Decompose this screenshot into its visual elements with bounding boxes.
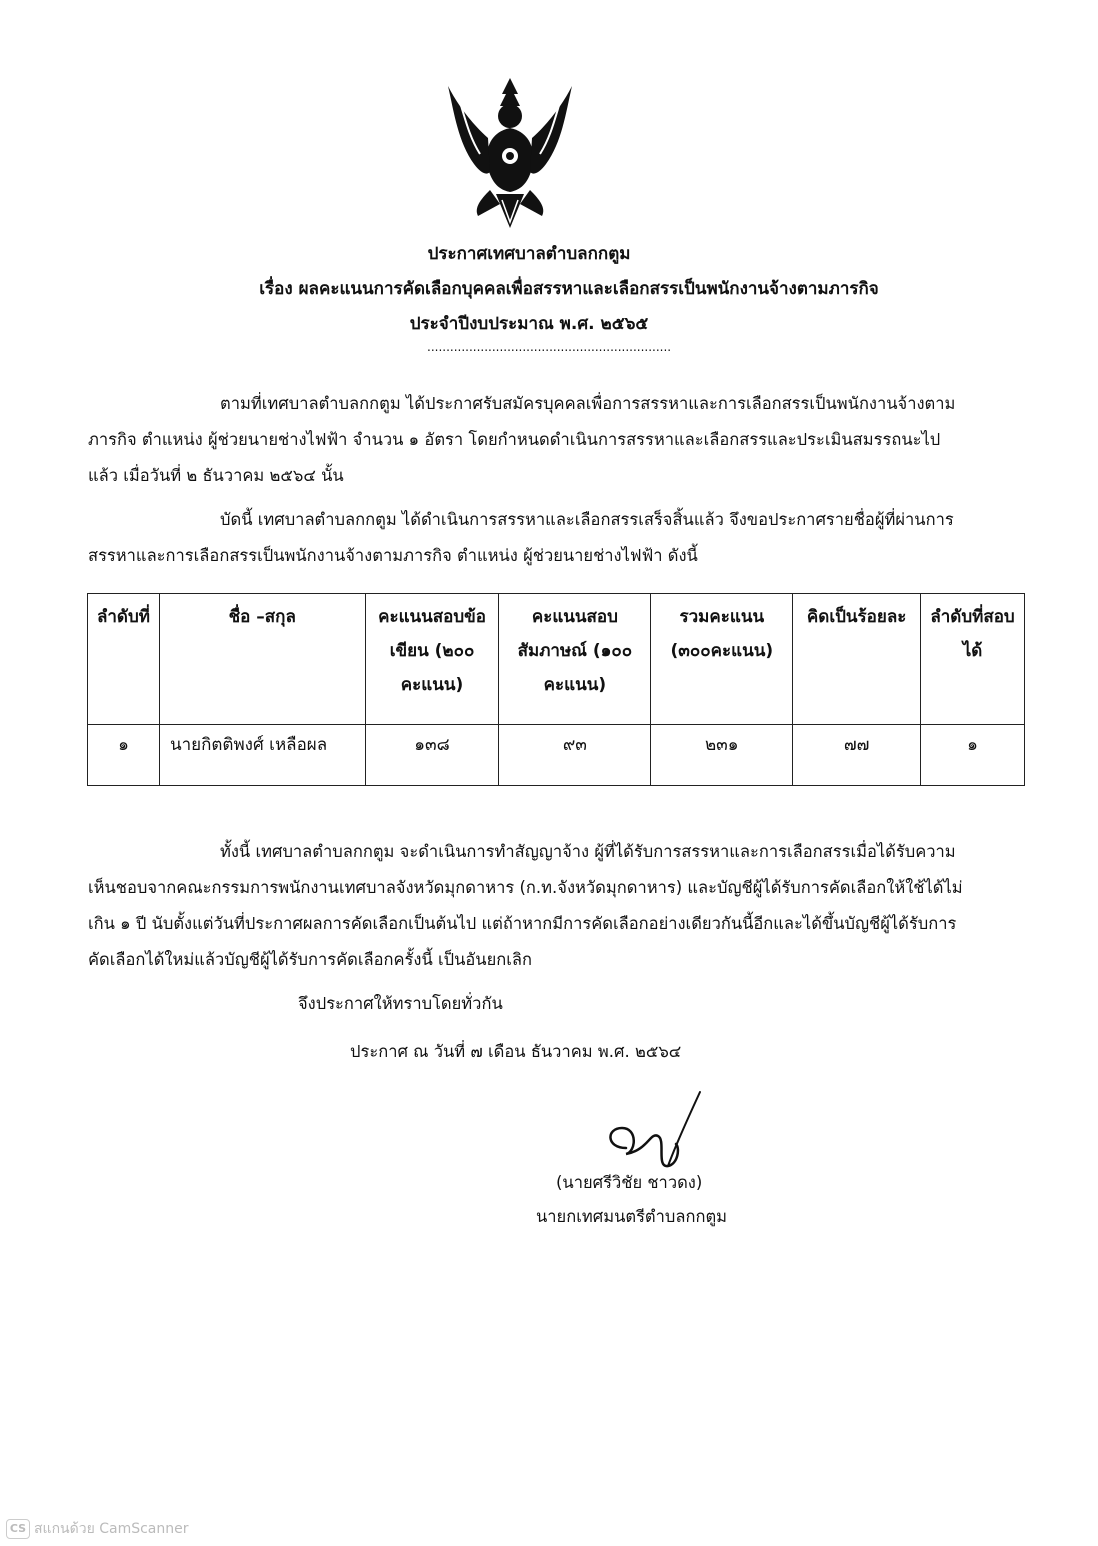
header-order: ลำดับที่ — [88, 594, 160, 725]
paragraph-intro-text: ตามที่เทศบาลตำบลกกตูม ได้ประกาศรับสมัครบุคคลเพื่อการสรรหาและการเลือกสรรเป็นพนักงานจ้างตามภารกิจ ตำแหน่ง ผู้ช่วยนายช่างไฟฟ้า จำนวน ๑ อัตรา โดยกำหนดดำเนินการสรรหาและเลือกสรรและประเมินสมรรถนะไปแล้ว เมื่อวันที่ ๒ ธันวาคม ๒๕๖๔ นั้น — [88, 394, 956, 485]
cell-interview-score: ๙๓ — [499, 725, 651, 786]
paragraph-result — [88, 502, 968, 574]
signatory-name: (นายศรีวิชัย ชาวดง) — [556, 1173, 703, 1192]
paragraph-result-text: บัดนี้ เทศบาลตำบลกกตูม ได้ดำเนินการสรรหาและเลือกสรรเสร็จสิ้นแล้ว จึงขอประกาศรายชื่อผู้ที่ผ่านการสรรหาและการเลือกสรรเป็นพนักงานจ้างตามภารกิจ ตำแหน่ง ผู้ช่วยนายช่างไฟฟ้า ดังนี้ — [88, 510, 954, 565]
cell-percent: ๗๗ — [793, 725, 921, 786]
document-title: ประกาศเทศบาลตำบลกกตูม — [427, 244, 631, 264]
header-interview-score: คะแนนสอบสัมภาษณ์ (๑๐๐ คะแนน) — [499, 594, 651, 725]
cell-total-score: ๒๓๑ — [651, 725, 793, 786]
camscanner-watermark — [6, 1518, 189, 1540]
cell-written-score: ๑๓๘ — [365, 725, 499, 786]
garuda-emblem-icon — [440, 72, 580, 232]
paragraph-intro — [88, 386, 968, 494]
header-written-score: คะแนนสอบข้อเขียน (๒๐๐ คะแนน) — [365, 594, 499, 725]
results-table — [87, 593, 1025, 786]
table-row — [88, 725, 1025, 786]
cell-order: ๑ — [88, 725, 160, 786]
signatory-position: นายกเทศมนตรีตำบลกกตูม — [536, 1207, 728, 1226]
watermark-text: สแกนด้วย CamScanner — [34, 1521, 189, 1537]
announce-date: ประกาศ ณ วันที่ ๗ เดือน ธันวาคม พ.ศ. ๒๕๖๔ — [350, 1042, 682, 1061]
header-rank: ลำดับที่สอบได้ — [921, 594, 1025, 725]
fiscal-year: ประจำปีงบประมาณ พ.ศ. ๒๕๖๕ — [409, 314, 649, 334]
separator-line: ................................................................ — [427, 340, 672, 354]
paragraph-conditions — [88, 834, 968, 978]
document-subject: เรื่อง ผลคะแนนการคัดเลือกบุคคลเพื่อสรรหาและเลือกสรรเป็นพนักงานจ้างตามภารกิจ — [259, 279, 879, 299]
header-total-score: รวมคะแนน (๓๐๐คะแนน) — [651, 594, 793, 725]
announce-line: จึงประกาศให้ทราบโดยทั่วกัน — [298, 994, 503, 1013]
table-header-row — [88, 594, 1025, 725]
cell-rank: ๑ — [921, 725, 1025, 786]
camscanner-logo-icon: CS — [6, 1519, 30, 1539]
header-name: ชื่อ –สกุล — [159, 594, 365, 725]
paragraph-conditions-text: ทั้งนี้ เทศบาลตำบลกกตูม จะดำเนินการทำสัญญาจ้าง ผู้ที่ได้รับการสรรหาและการเลือกสรรเมื่อได้รับความเห็นชอบจากคณะกรรมการพนักงานเทศบาลจังหวัดมุกดาหาร (ก.ท.จังหวัดมุกดาหาร) และบัญชีผู้ได้รับการคัดเลือกให้ใช้ได้ไม่เกิน ๑ ปี นับตั้งแต่วันที่ประกาศผลการคัดเลือกเป็นต้นไป แต่ถ้าหากมีการคัดเลือกอย่างเดียวกันนี้อีกและได้ขึ้นบัญชีผู้ได้รับการคัดเลือกได้ใหม่แล้วบัญชีผู้ได้รับการคัดเลือกครั้งนี้ เป็นอันยกเลิก — [88, 842, 963, 969]
cell-name: นายกิตติพงศ์ เหลือผล — [159, 725, 365, 786]
header-percent: คิดเป็นร้อยละ — [793, 594, 921, 725]
